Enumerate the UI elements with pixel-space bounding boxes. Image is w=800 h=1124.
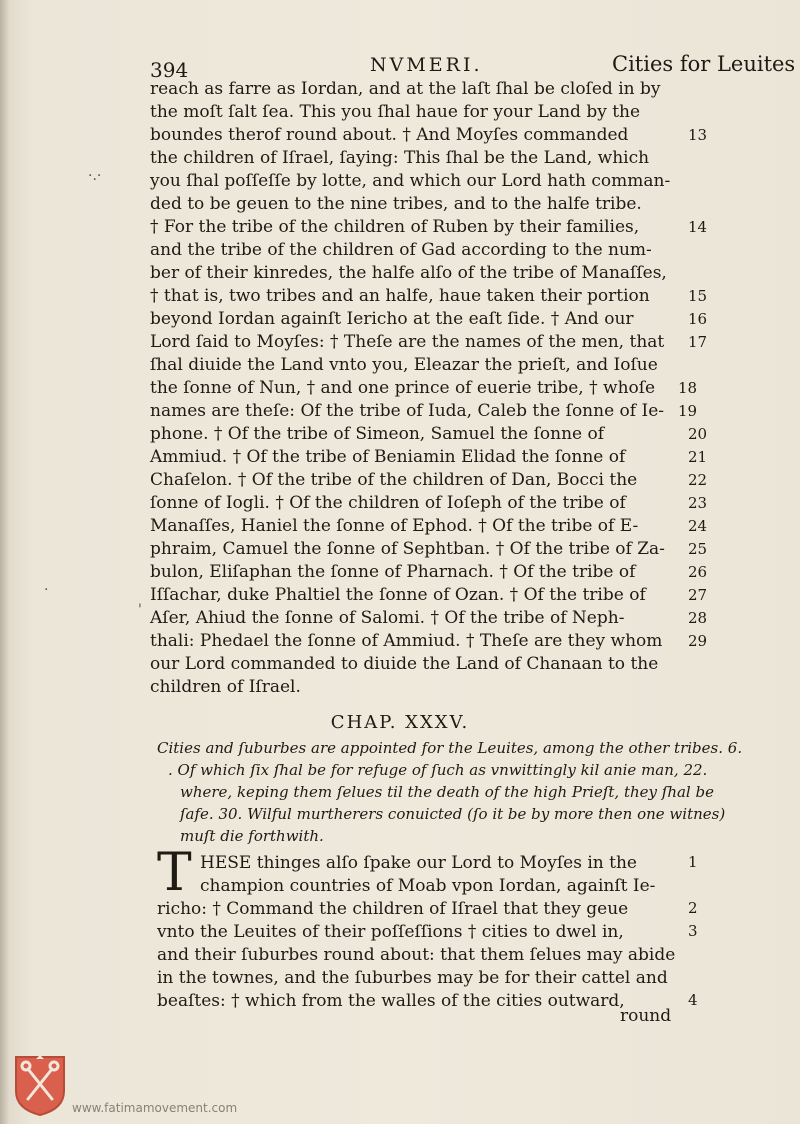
text-line: children of Iſrael. bbox=[150, 677, 301, 697]
text-line: ber of their kinredes, the halfe alſo of the tribe of Manaſſes, bbox=[150, 263, 667, 283]
verse-number: 14 bbox=[688, 218, 708, 236]
margin-mark: ' bbox=[138, 602, 142, 618]
text-line: Ammiud. † Of the tribe of Beniamin Elidad the ſonne of bbox=[150, 447, 626, 467]
website-link[interactable]: www.fatimamovement.com bbox=[72, 1101, 238, 1115]
text-line: our Lord commanded to diuide the Land of Chanaan to the bbox=[150, 654, 659, 674]
text-line: and their ſuburbes round about: that them ſelues may abide bbox=[157, 945, 676, 965]
verse-number: 13 bbox=[688, 126, 708, 144]
verse-number: 1 bbox=[688, 853, 698, 871]
verse-number: 22 bbox=[688, 471, 708, 489]
text-line: Aſer, Ahiud the ſonne of Salomi. † Of the tribe of Neph- bbox=[150, 608, 625, 628]
text-line: boundes therof round about. † And Moyſes commanded bbox=[150, 125, 629, 145]
text-line: † that is, two tribes and an halfe, haue taken their portion bbox=[150, 286, 650, 306]
verse-number: 20 bbox=[688, 425, 708, 443]
drop-cap: T bbox=[157, 843, 192, 903]
verse-number: 4 bbox=[688, 991, 698, 1009]
text-line: names are theſe: Of the tribe of Iuda, Caleb the ſonne of Ie- bbox=[150, 401, 664, 421]
verse-number: 23 bbox=[688, 494, 708, 512]
text-line: † For the tribe of the children of Ruben by their families, bbox=[150, 217, 640, 237]
text-line: ſonne of Iogli. † Of the children of Ioſeph of the tribe of bbox=[150, 493, 626, 513]
text-line: phraim, Camuel the ſonne of Sephtban. † Of the tribe of Za- bbox=[150, 539, 665, 559]
verse-number: 29 bbox=[688, 632, 708, 650]
text-line: and the tribe of the children of Gad according to the num- bbox=[150, 240, 652, 260]
verse-number: 15 bbox=[688, 287, 708, 305]
text-line: richo: † Command the children of Iſrael that they geue bbox=[157, 899, 629, 919]
text-line: ſhal diuide the Land vnto you, Eleazar the prieſt, and Ioſue bbox=[150, 355, 658, 375]
text-line: Iſſachar, duke Phaltiel the ſonne of Ozan. † Of the tribe of bbox=[150, 585, 646, 605]
papal-keys-seal-icon bbox=[12, 1053, 68, 1117]
running-head: Cities for Leuites bbox=[612, 52, 796, 76]
text-line: Manaſſes, Haniel the ſonne of Ephod. † Of the tribe of E- bbox=[150, 516, 639, 536]
text-line: vnto the Leuites of their poſſeſſions † cities to dwel in, bbox=[157, 922, 624, 942]
text-line: thali: Phedael the ſonne of Ammiud. † Theſe are they whom bbox=[150, 631, 663, 651]
argument-line: where, keping them ſelues til the death of the high Prieſt, they ſhal be bbox=[180, 783, 714, 801]
argument-line: muſt die forthwith. bbox=[180, 827, 324, 845]
verse-number: 26 bbox=[688, 563, 708, 581]
text-line: you ſhal poſſeſſe by lotte, and which our Lord hath comman- bbox=[150, 171, 671, 191]
text-line: in the townes, and the ſuburbes may be for their cattel and bbox=[157, 968, 668, 988]
verse-number: 28 bbox=[688, 609, 708, 627]
text-line: the moſt ſalt ſea. This you ſhal haue for your Land by the bbox=[150, 102, 641, 122]
argument-line: . Of which ſix ſhal be for refuge of ſuch as vnwittingly kil anie man, 22. bbox=[168, 761, 708, 779]
verse-number: 27 bbox=[688, 586, 708, 604]
text-line: bulon, Eliſaphan the ſonne of Pharnach. † Of the tribe of bbox=[150, 562, 636, 582]
verse-number: 25 bbox=[688, 540, 708, 558]
catchword: round bbox=[620, 1006, 672, 1026]
text-line: Chaſelon. † Of the tribe of the children of Dan, Bocci the bbox=[150, 470, 638, 490]
page-header bbox=[0, 50, 800, 80]
verse-number: 17 bbox=[688, 333, 708, 351]
text-line: the children of Iſrael, ſaying: This ſhal be the Land, which bbox=[150, 148, 650, 168]
verse-number: 16 bbox=[688, 310, 708, 328]
text-line: beaſtes: † which from the walles of the cities outward, bbox=[157, 991, 625, 1011]
page-number: 394 bbox=[150, 58, 189, 82]
verse-number: 2 bbox=[688, 899, 698, 917]
text-line: reach as farre as Iordan, and at the laſt ſhal be cloſed in by bbox=[150, 79, 661, 99]
running-title: NVMERI. bbox=[370, 54, 483, 76]
text-line: phone. † Of the tribe of Simeon, Samuel the ſonne of bbox=[150, 424, 605, 444]
margin-mark: · bbox=[44, 582, 49, 598]
margin-mark: ·.· bbox=[88, 168, 102, 184]
verse-number: 18 19 bbox=[678, 379, 698, 420]
verse-number: 21 bbox=[688, 448, 708, 466]
argument-line: ſafe. 30. Wilful murtherers conuicted (ſo it be by more then one witnes) bbox=[180, 805, 726, 823]
text-line: HESE thinges alſo ſpake our Lord to Moyſes in the bbox=[200, 853, 637, 873]
text-line: the ſonne of Nun, † and one prince of euerie tribe, † whoſe bbox=[150, 378, 656, 398]
text-line: ded to be geuen to the nine tribes, and to the halfe tribe. bbox=[150, 194, 642, 214]
page-spine-shadow bbox=[0, 0, 10, 1124]
text-line: Lord ſaid to Moyſes: † Theſe are the names of the men, that bbox=[150, 332, 665, 352]
chapter-title: CHAP. XXXV. bbox=[330, 712, 470, 733]
argument-line: Cities and ſuburbes are appointed for the Leuites, among the other tribes. 6. bbox=[157, 739, 743, 757]
text-line: champion countries of Moab vpon Iordan, againſt Ie- bbox=[200, 876, 656, 896]
verse-number: 3 bbox=[688, 922, 698, 940]
verse-number: 24 bbox=[688, 517, 708, 535]
text-line: beyond Iordan againſt Iericho at the eaſt ſide. † And our bbox=[150, 309, 634, 329]
